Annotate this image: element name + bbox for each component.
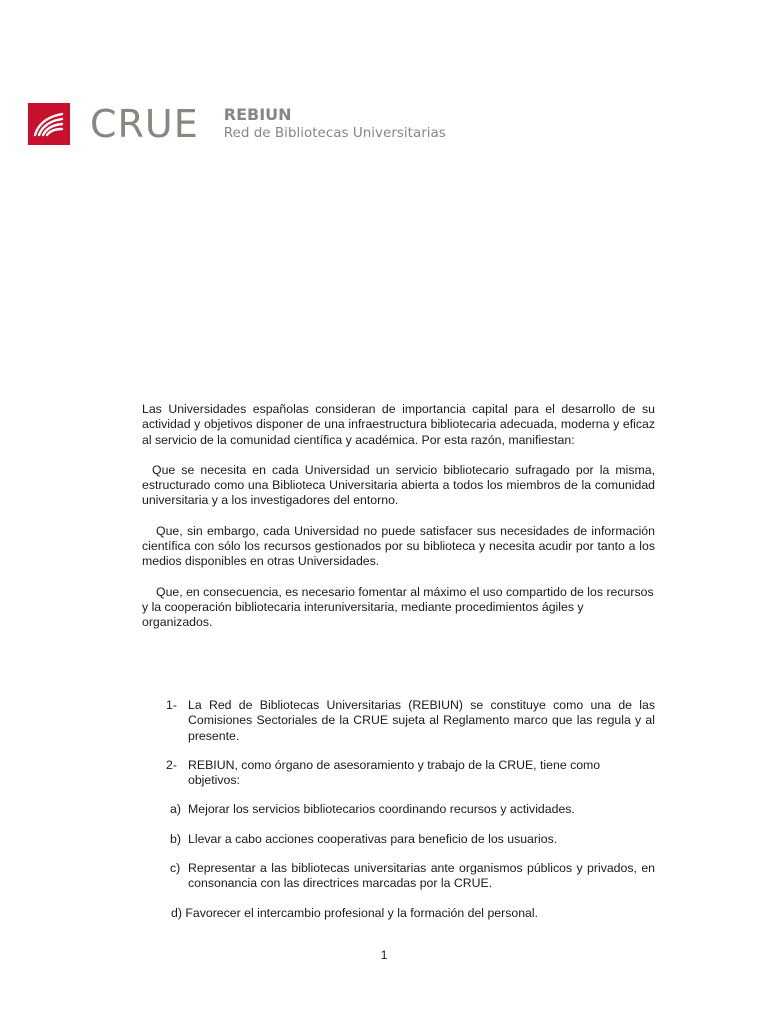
preamble-paragraph-4: Que, en consecuencia, es necesario fomentar al máximo el uso compartido de los recursos y la cooperación bibliotecaria interuniversitaria, mediante procedimientos ágiles y organizados. (142, 584, 654, 630)
article-1-text: La Red de Bibliotecas Universitarias (REBIUN) se constituye como una de las Comisiones Sectoriales de la CRUE sujeta al Reglamento marco que las regula y al presente. (188, 698, 655, 743)
objective-c-text: Representar a las bibliotecas universitarias ante organismos públicos y privados, en consonancia con las directrices marcadas por la CRUE. (188, 861, 655, 891)
objective-c (142, 861, 655, 892)
crue-wing-icon (32, 111, 66, 137)
objective-a-label: a) (170, 802, 181, 817)
rebiun-subtitle: Red de Bibliotecas Universitarias (223, 125, 446, 141)
article-1-number: 1- (166, 698, 177, 712)
objective-d-text: d) Favorecer el intercambio profesional y la formación del personal. (171, 905, 539, 920)
crue-wordmark: CRUE (90, 102, 199, 146)
crue-logo (28, 103, 70, 145)
rebiun-heading (224, 106, 446, 142)
document-header (28, 103, 446, 145)
article-2 (142, 758, 655, 789)
objective-b (142, 832, 655, 847)
objective-c-label: c) (170, 861, 181, 876)
preamble-paragraph-3: Que, sin embargo, cada Universidad no puede satisfacer sus necesidades de información científica con sólo los recursos gestionados por su biblioteca y necesita acudir por tanto a los medios disponibles en otras Universidades. (142, 523, 655, 569)
objective-a-text: Mejorar los servicios bibliotecarios coordinando recursos y actividades. (188, 802, 575, 817)
article-2-number: 2- (166, 757, 177, 772)
objective-b-text: Llevar a cabo acciones cooperativas para beneficio de los usuarios. (188, 831, 558, 846)
preamble-paragraph-1: Las Universidades españolas consideran de importancia capital para el desarrollo de su actividad y objetivos disponer de una infraestructura bibliotecaria adecuada, moderna y eficaz al servicio de la comunidad científica y académica. Por esta razón, manifiestan: (142, 402, 655, 447)
article-1 (142, 698, 655, 744)
objective-b-label: b) (170, 831, 181, 846)
preamble-paragraph-2: Que se necesita en cada Universidad un servicio bibliotecario sufragado por la misma, estructurado como una Biblioteca Universitaria abierta a todos los miembros de la comunidad universitaria y a los investigadores del entorno. (142, 462, 655, 508)
page-number: 1 (380, 948, 388, 962)
rebiun-title: REBIUN (223, 105, 292, 124)
objective-d (142, 906, 655, 921)
articles-list (142, 698, 655, 935)
objective-a (142, 802, 655, 817)
article-2-text: REBIUN, como órgano de asesoramiento y trabajo de la CRUE, tiene como objetivos: (188, 757, 601, 788)
preamble (142, 402, 655, 631)
